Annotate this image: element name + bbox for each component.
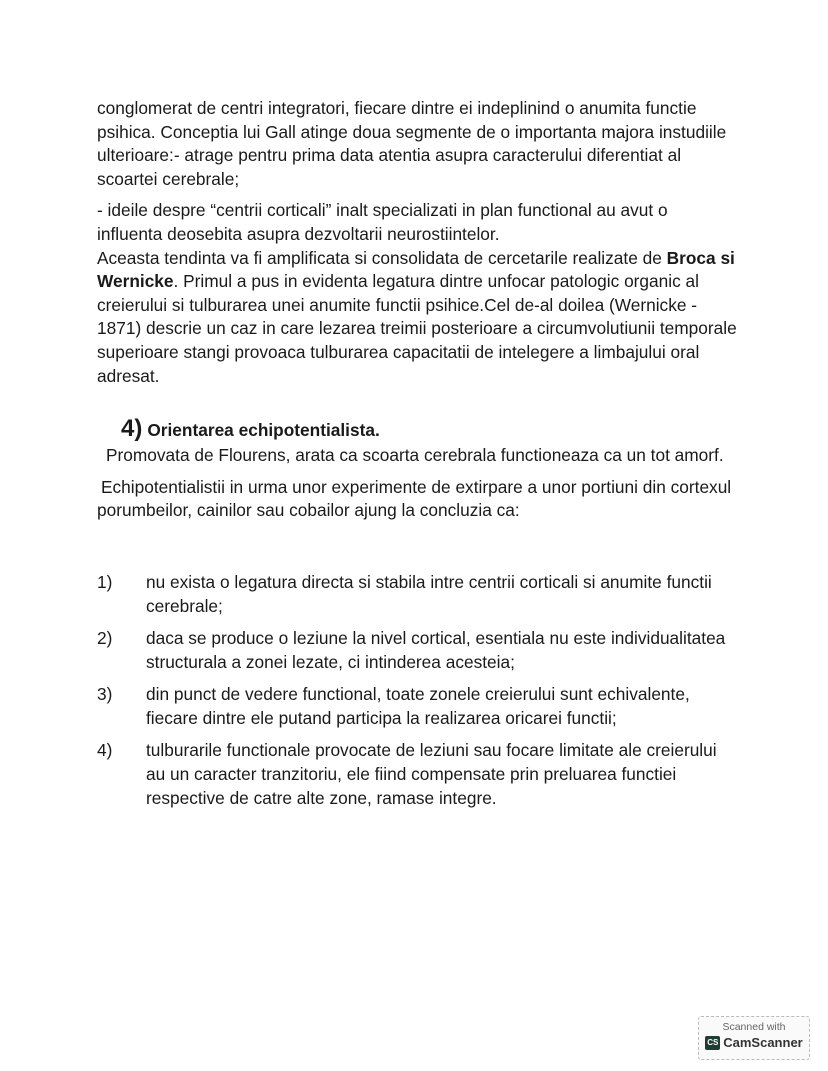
camscanner-logo-icon: CS [705,1036,720,1050]
watermark-brand: CamScanner [723,1035,803,1050]
list-number: 3) [97,684,113,705]
list-item [97,683,737,730]
paragraph-echipotentialistii: Echipotentialistii in urma unor experimente de extirpare a unor portiuni din cortexul porumbeilor, cainilor sau cobailor ajung la concluzia ca: [97,476,732,521]
section-number: 4) [121,415,143,443]
paragraph-centrii-corticali: - ideile despre “centrii corticali” inalt specializati in plan functional au avut o influenta deosebita asupra dezvoltarii neurostiintelor. [97,200,668,244]
list-text: din punct de vedere functional, toate zonele creierului sunt echivalente, fiecare dintre ele putand participa la realizarea oricarei functii; [146,684,690,728]
list-number: 2) [97,628,113,649]
document-page [97,97,737,819]
list-number: 1) [97,571,113,592]
paragraph-text: . Primul a pus in evidenta legatura dintre unfocar patologic organic al creierului si tulburarea unei anumite functii psihice.Cel de-al doilea (Wernicke - 1871) descrie un caz in care lezarea treimii posterioare a circumvolutiunii temporale superioare stangi provoaca tulburarea capacitatii de intelegere a limbajului oral adresat. [97,271,737,386]
paragraph-flourens: Promovata de Flourens, arata ca scoarta cerebrala functioneaza ca un tot amorf. [106,445,724,466]
paragraph-gall: conglomerat de centri integratori, fiecare dintre ei indeplinind o anumita functie psihica. Conceptia lui Gall atinge doua segmente de o importanta majora instudiile ulterioare:- atrage pentru prima data atentia asupra caracterului diferentiat al scoartei cerebrale; [97,98,727,189]
list-item [97,739,737,810]
list-item [97,571,737,618]
camscanner-watermark [698,1016,810,1060]
paragraph-broca-wernicke [97,247,737,389]
list-text: daca se produce o leziune la nivel cortical, esentiala nu este individualitatea structurala a zonei lezate, ci intinderea acesteia; [146,628,726,672]
list-text: nu exista o legatura directa si stabila intre centrii corticali si anumite functii cerebrale; [146,571,712,616]
section-title: Orientarea echipotentialista. [147,420,380,441]
watermark-caption: Scanned with [722,1021,786,1033]
conclusions-list [97,571,737,810]
bold-names: Broca si Wernicke [97,247,735,292]
list-text: tulburarile functionale provocate de leziuni sau focare limitate ale creierului au un caracter tranzitoriu, ele fiind compensate prin preluarea functiei respective de catre alte zone, ramase integre. [146,740,717,808]
section-heading [97,415,737,444]
list-number: 4) [97,740,113,761]
paragraph-text: Aceasta tendinta va fi amplificata si consolidata de cercetarile realizate de [97,247,662,268]
list-item [97,627,737,674]
